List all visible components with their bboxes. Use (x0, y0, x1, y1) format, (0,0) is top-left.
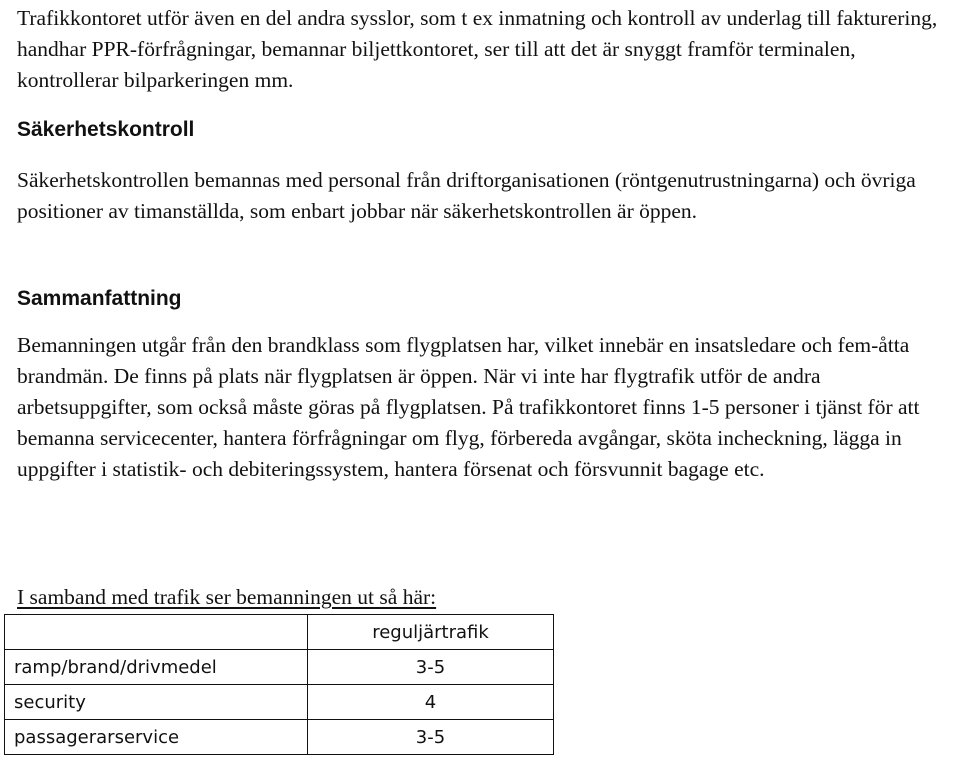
table-header-cell (5, 615, 308, 650)
table-row (5, 720, 554, 755)
paragraph-sakerhetskontroll: Säkerhetskontrollen bemannas med personal från driftorganisationen (röntgenutrustningarna) och övriga positioner av timanställda, som enbart jobbar när säkerhetskontrollen är öppen. (17, 168, 916, 223)
paragraph-sammanfattning: Bemanningen utgår från den brandklass som flygplatsen har, vilket innebär en insatsledare och fem-åtta brandmän. De finns på plats när flygplatsen är öppen. När vi inte har flygtrafik utför de andra arbetsuppgifter, som också måste göras på flygplatsen. På trafikkontoret finns 1-5 personer i tjänst för att bemanna servicecenter, hantera förfrågningar om flyg, förbereda avgångar, sköta incheckning, lägga in uppgifter i statistik- och debiteringssystem, hantera försenat och försvunnit bagage etc. (17, 333, 920, 481)
table-row (5, 685, 554, 720)
paragraph-intro: Trafikkontoret utför även en del andra sysslor, som t ex inmatning och kontroll av underlag till fakturering, handhar PPR-förfrågningar, bemannar biljettkontoret, ser till att det är snyggt framför terminalen, kontrollerar bilparkeringen mm. (17, 6, 938, 92)
heading-sammanfattning: Sammanfattning (17, 287, 182, 310)
staffing-table (4, 614, 554, 755)
table-cell-role: ramp/brand/drivmedel (5, 650, 308, 685)
table-cell-count: 3-5 (308, 650, 554, 685)
table-cell-role: security (5, 685, 308, 720)
heading-sakerhetskontroll: Säkerhetskontroll (17, 118, 195, 141)
table-cell-count: 3-5 (308, 720, 554, 755)
table-intro: I samband med trafik ser bemanningen ut så här: (17, 585, 437, 609)
table-cell-role: passagerarservice (5, 720, 308, 755)
table-row (5, 650, 554, 685)
table-header-cell: reguljärtrafik (308, 615, 554, 650)
table-cell-count: 4 (308, 685, 554, 720)
table-header-row (5, 615, 554, 650)
